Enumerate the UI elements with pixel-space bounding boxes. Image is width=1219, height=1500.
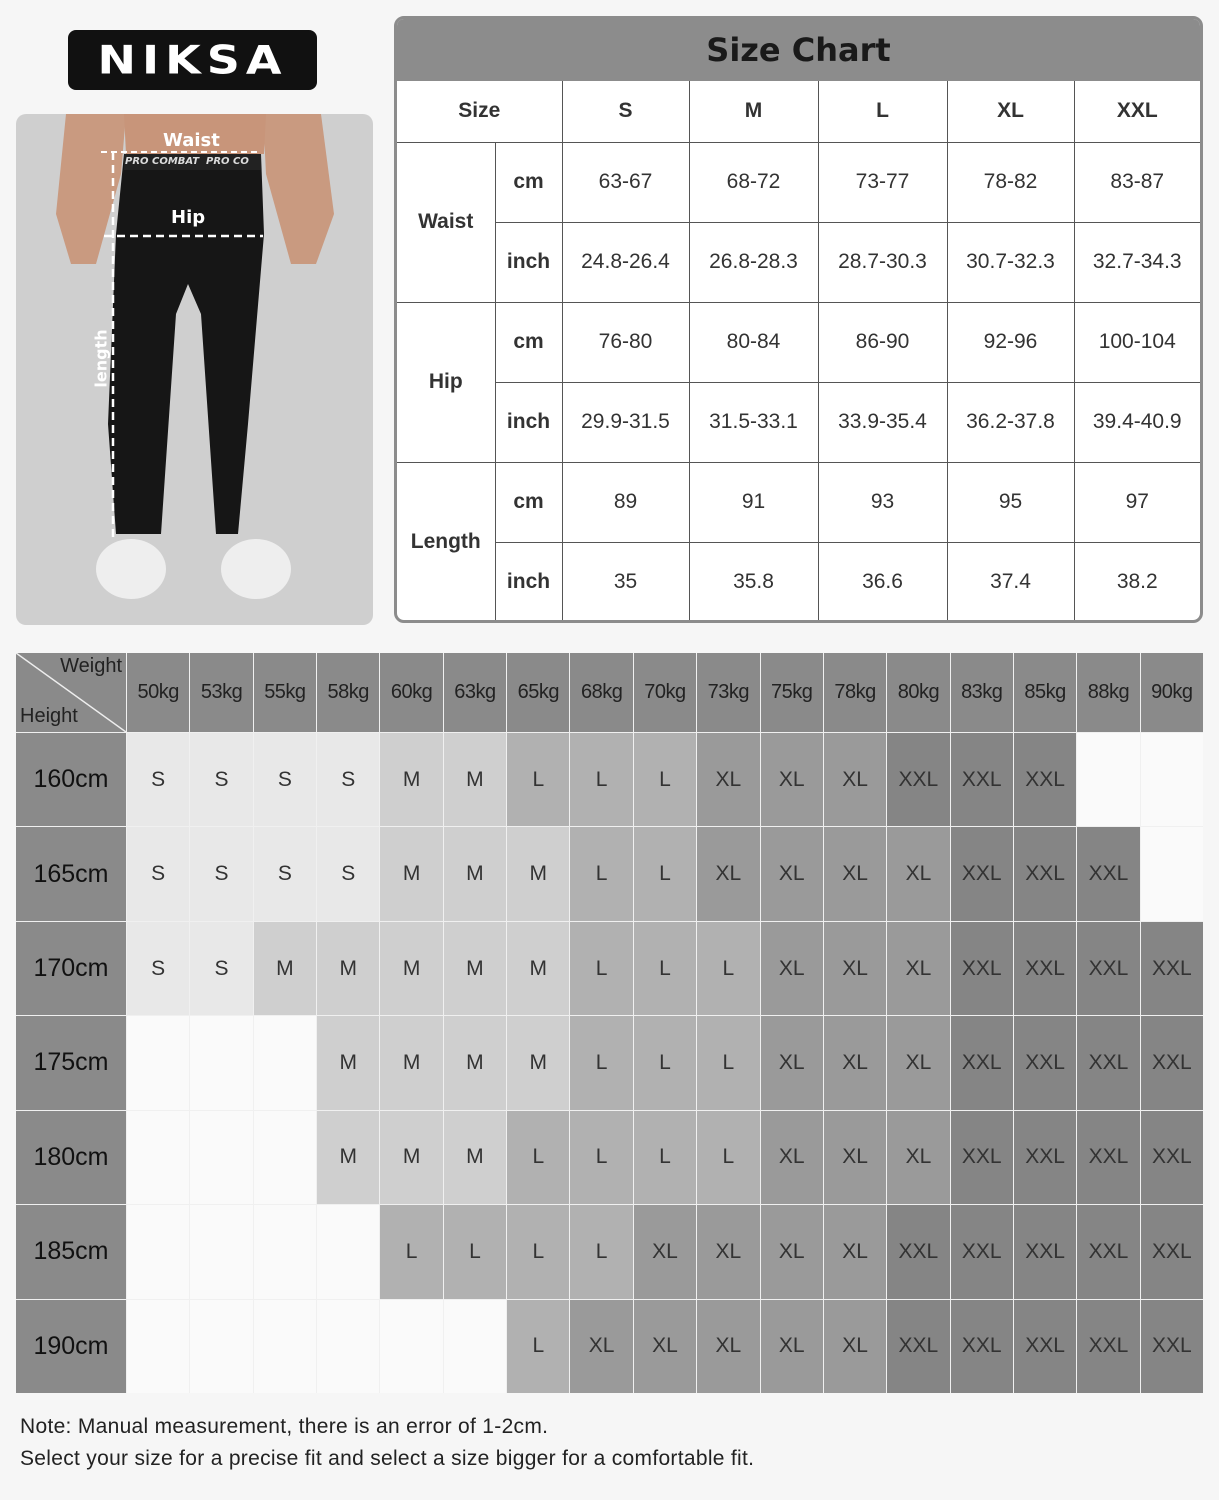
weight-header: 88kg <box>1077 653 1139 732</box>
size-cell: XXL <box>1014 827 1076 920</box>
hip-label: Hip <box>171 207 206 228</box>
measurement-value: 35 <box>562 542 689 622</box>
measurement-value: 28.7-30.3 <box>818 222 947 302</box>
unit-label: cm <box>495 142 562 222</box>
height-label: 165cm <box>16 827 126 920</box>
corner-weight-label: Weight <box>60 655 122 677</box>
size-cell: XL <box>697 1300 759 1393</box>
empty-cell <box>1077 733 1139 826</box>
measurement-value: 38.2 <box>1074 542 1200 622</box>
weight-header: 58kg <box>317 653 379 732</box>
size-cell: XXL <box>1014 1111 1076 1204</box>
size-row-length-inch <box>397 542 1200 622</box>
empty-cell <box>127 1016 189 1109</box>
empty-cell <box>254 1205 316 1298</box>
size-row-length-cm <box>397 462 1200 542</box>
weight-header: 63kg <box>444 653 506 732</box>
size-cell: XL <box>697 827 759 920</box>
size-cell: XL <box>824 922 886 1015</box>
weight-header: 75kg <box>761 653 823 732</box>
size-cell: XL <box>824 1111 886 1204</box>
length-label: length <box>91 329 111 388</box>
brand-logo-text: NIKSA <box>97 37 288 83</box>
size-header-row <box>397 81 1200 142</box>
size-cell: XL <box>761 1016 823 1109</box>
weight-header: 78kg <box>824 653 886 732</box>
measurement-value: 33.9-35.4 <box>818 382 947 462</box>
size-cell: L <box>570 1016 632 1109</box>
waist-label: Waist <box>163 130 220 151</box>
measurement-value: 93 <box>818 462 947 542</box>
size-cell: XXL <box>1077 827 1139 920</box>
measurement-photo <box>16 114 373 625</box>
size-cell: L <box>507 1205 569 1298</box>
empty-cell <box>317 1300 379 1393</box>
size-row-hip-cm <box>397 302 1200 382</box>
size-cell: XXL <box>951 1300 1013 1393</box>
size-cell: M <box>444 1111 506 1204</box>
size-cell: M <box>380 733 442 826</box>
weight-header: 90kg <box>1141 653 1203 732</box>
empty-cell <box>444 1300 506 1393</box>
measurement-value: 37.4 <box>947 542 1074 622</box>
size-cell: L <box>507 733 569 826</box>
size-cell: XXL <box>951 1111 1013 1204</box>
measure-label: Hip <box>397 302 495 462</box>
empty-cell <box>380 1300 442 1393</box>
unit-label: inch <box>495 542 562 622</box>
size-cell: XL <box>634 1205 696 1298</box>
height-weight-size-grid <box>16 653 1203 1393</box>
size-cell: XXL <box>1141 1111 1203 1204</box>
height-label: 160cm <box>16 733 126 826</box>
size-cell: XXL <box>951 1205 1013 1298</box>
measurement-value: 68-72 <box>689 142 818 222</box>
size-cell: XXL <box>951 922 1013 1015</box>
size-row-hip-inch <box>397 382 1200 462</box>
size-cell: XL <box>697 733 759 826</box>
size-cell: M <box>380 827 442 920</box>
leggings-figure-illustration <box>16 114 373 625</box>
measurement-value: 95 <box>947 462 1074 542</box>
weight-header: 70kg <box>634 653 696 732</box>
size-cell: S <box>317 733 379 826</box>
size-cell: L <box>697 922 759 1015</box>
size-cell: XL <box>887 922 949 1015</box>
size-cell: XXL <box>887 1300 949 1393</box>
size-cell: L <box>380 1205 442 1298</box>
size-cell: M <box>254 922 316 1015</box>
weight-header: 68kg <box>570 653 632 732</box>
size-cell: XL <box>761 827 823 920</box>
size-cell: XXL <box>1077 1016 1139 1109</box>
size-cell: S <box>127 922 189 1015</box>
size-cell: M <box>317 1111 379 1204</box>
size-cell: XL <box>824 1016 886 1109</box>
size-cell: XXL <box>1141 1205 1203 1298</box>
height-label: 185cm <box>16 1205 126 1298</box>
size-cell: L <box>697 1016 759 1109</box>
measurement-value: 36.2-37.8 <box>947 382 1074 462</box>
size-cell: L <box>634 733 696 826</box>
empty-cell <box>127 1300 189 1393</box>
size-row-waist-cm <box>397 142 1200 222</box>
size-cell: L <box>570 1205 632 1298</box>
size-cell: L <box>570 922 632 1015</box>
empty-cell <box>190 1300 252 1393</box>
waistband-print: PRO COMBAT PRO CO <box>125 156 249 167</box>
size-header-m: M <box>689 81 818 142</box>
measure-label: Waist <box>397 142 495 302</box>
measurement-value: 39.4-40.9 <box>1074 382 1200 462</box>
size-cell: XXL <box>1014 1300 1076 1393</box>
measurement-value: 31.5-33.1 <box>689 382 818 462</box>
size-cell: XL <box>824 733 886 826</box>
size-cell: XL <box>761 922 823 1015</box>
size-cell: XL <box>824 1205 886 1298</box>
size-cell: XXL <box>951 733 1013 826</box>
measurement-value: 29.9-31.5 <box>562 382 689 462</box>
size-cell: S <box>254 827 316 920</box>
size-header-label: Size <box>397 81 562 142</box>
size-cell: XXL <box>1014 733 1076 826</box>
size-cell: XXL <box>887 1205 949 1298</box>
size-cell: M <box>507 1016 569 1109</box>
empty-cell <box>127 1111 189 1204</box>
weight-header: 73kg <box>697 653 759 732</box>
weight-header: 53kg <box>190 653 252 732</box>
empty-cell <box>1141 733 1203 826</box>
size-cell: M <box>317 922 379 1015</box>
height-label: 175cm <box>16 1016 126 1109</box>
size-cell: S <box>127 733 189 826</box>
size-cell: L <box>570 1111 632 1204</box>
size-cell: M <box>317 1016 379 1109</box>
height-label: 180cm <box>16 1111 126 1204</box>
size-cell: XL <box>824 827 886 920</box>
size-cell: M <box>380 1111 442 1204</box>
height-label: 170cm <box>16 922 126 1015</box>
measurement-value: 86-90 <box>818 302 947 382</box>
size-cell: L <box>507 1300 569 1393</box>
weight-header: 60kg <box>380 653 442 732</box>
size-header-xxl: XXL <box>1074 81 1200 142</box>
size-cell: M <box>444 733 506 826</box>
size-cell: XL <box>887 1016 949 1109</box>
weight-header: 85kg <box>1014 653 1076 732</box>
size-cell: S <box>317 827 379 920</box>
size-cell: L <box>697 1111 759 1204</box>
size-cell: XL <box>570 1300 632 1393</box>
size-cell: XXL <box>1077 922 1139 1015</box>
size-header-xl: XL <box>947 81 1074 142</box>
size-chart-title: Size Chart <box>397 19 1200 81</box>
size-cell: S <box>190 827 252 920</box>
size-cell: XXL <box>1141 1016 1203 1109</box>
size-cell: L <box>634 922 696 1015</box>
weight-header: 83kg <box>951 653 1013 732</box>
size-cell: S <box>254 733 316 826</box>
size-cell: XXL <box>1141 922 1203 1015</box>
size-cell: M <box>507 827 569 920</box>
measurement-value: 91 <box>689 462 818 542</box>
empty-cell <box>1141 827 1203 920</box>
note-line-2: Select your size for a precise fit and select a size bigger for a comfortable fit. <box>20 1447 755 1470</box>
size-cell: XL <box>634 1300 696 1393</box>
empty-cell <box>254 1111 316 1204</box>
size-cell: XL <box>824 1300 886 1393</box>
empty-cell <box>254 1300 316 1393</box>
size-cell: L <box>634 827 696 920</box>
size-cell: XL <box>761 1300 823 1393</box>
unit-label: inch <box>495 382 562 462</box>
size-cell: XL <box>697 1205 759 1298</box>
size-cell: L <box>570 733 632 826</box>
empty-cell <box>190 1111 252 1204</box>
size-cell: L <box>444 1205 506 1298</box>
size-cell: XL <box>761 1205 823 1298</box>
size-cell: M <box>507 922 569 1015</box>
size-cell: L <box>507 1111 569 1204</box>
empty-cell <box>190 1016 252 1109</box>
size-chart-table <box>397 81 1200 623</box>
empty-cell <box>127 1205 189 1298</box>
measurement-value: 63-67 <box>562 142 689 222</box>
size-cell: L <box>634 1016 696 1109</box>
unit-label: cm <box>495 462 562 542</box>
measurement-value: 35.8 <box>689 542 818 622</box>
size-header-s: S <box>562 81 689 142</box>
size-cell: XXL <box>1077 1300 1139 1393</box>
size-cell: S <box>127 827 189 920</box>
measurement-value: 32.7-34.3 <box>1074 222 1200 302</box>
measurement-value: 80-84 <box>689 302 818 382</box>
brand-logo <box>68 30 317 90</box>
size-cell: XXL <box>1077 1111 1139 1204</box>
size-row-waist-inch <box>397 222 1200 302</box>
empty-cell <box>254 1016 316 1109</box>
measurement-value: 92-96 <box>947 302 1074 382</box>
size-cell: XXL <box>951 1016 1013 1109</box>
size-cell: XXL <box>1077 1205 1139 1298</box>
measurement-value: 100-104 <box>1074 302 1200 382</box>
measurement-value: 89 <box>562 462 689 542</box>
measurement-value: 83-87 <box>1074 142 1200 222</box>
size-cell: XL <box>761 1111 823 1204</box>
measurement-value: 76-80 <box>562 302 689 382</box>
weight-header: 50kg <box>127 653 189 732</box>
size-cell: L <box>570 827 632 920</box>
measurement-value: 73-77 <box>818 142 947 222</box>
size-cell: XXL <box>951 827 1013 920</box>
corner-height-label: Height <box>20 705 78 727</box>
measurement-value: 26.8-28.3 <box>689 222 818 302</box>
empty-cell <box>190 1205 252 1298</box>
measurement-value: 97 <box>1074 462 1200 542</box>
size-cell: XL <box>887 1111 949 1204</box>
measurement-value: 78-82 <box>947 142 1074 222</box>
size-cell: S <box>190 922 252 1015</box>
unit-label: inch <box>495 222 562 302</box>
size-cell: S <box>190 733 252 826</box>
size-cell: M <box>380 1016 442 1109</box>
measurement-value: 30.7-32.3 <box>947 222 1074 302</box>
unit-label: cm <box>495 302 562 382</box>
size-cell: XXL <box>1014 922 1076 1015</box>
size-cell: XXL <box>1014 1205 1076 1298</box>
note-line-1: Note: Manual measurement, there is an error of 1-2cm. <box>20 1415 549 1438</box>
measurement-value: 36.6 <box>818 542 947 622</box>
size-cell: M <box>380 922 442 1015</box>
size-cell: M <box>444 827 506 920</box>
weight-header: 80kg <box>887 653 949 732</box>
size-cell: XXL <box>887 733 949 826</box>
size-cell: XXL <box>1014 1016 1076 1109</box>
weight-header: 65kg <box>507 653 569 732</box>
measure-label: Length <box>397 462 495 622</box>
size-cell: L <box>634 1111 696 1204</box>
size-header-l: L <box>818 81 947 142</box>
size-cell: XL <box>761 733 823 826</box>
grid-corner <box>16 653 126 732</box>
size-cell: M <box>444 1016 506 1109</box>
size-cell: M <box>444 922 506 1015</box>
weight-header: 55kg <box>254 653 316 732</box>
measurement-value: 24.8-26.4 <box>562 222 689 302</box>
size-cell: XXL <box>1141 1300 1203 1393</box>
empty-cell <box>317 1205 379 1298</box>
height-label: 190cm <box>16 1300 126 1393</box>
size-cell: XL <box>887 827 949 920</box>
size-chart <box>394 16 1203 623</box>
